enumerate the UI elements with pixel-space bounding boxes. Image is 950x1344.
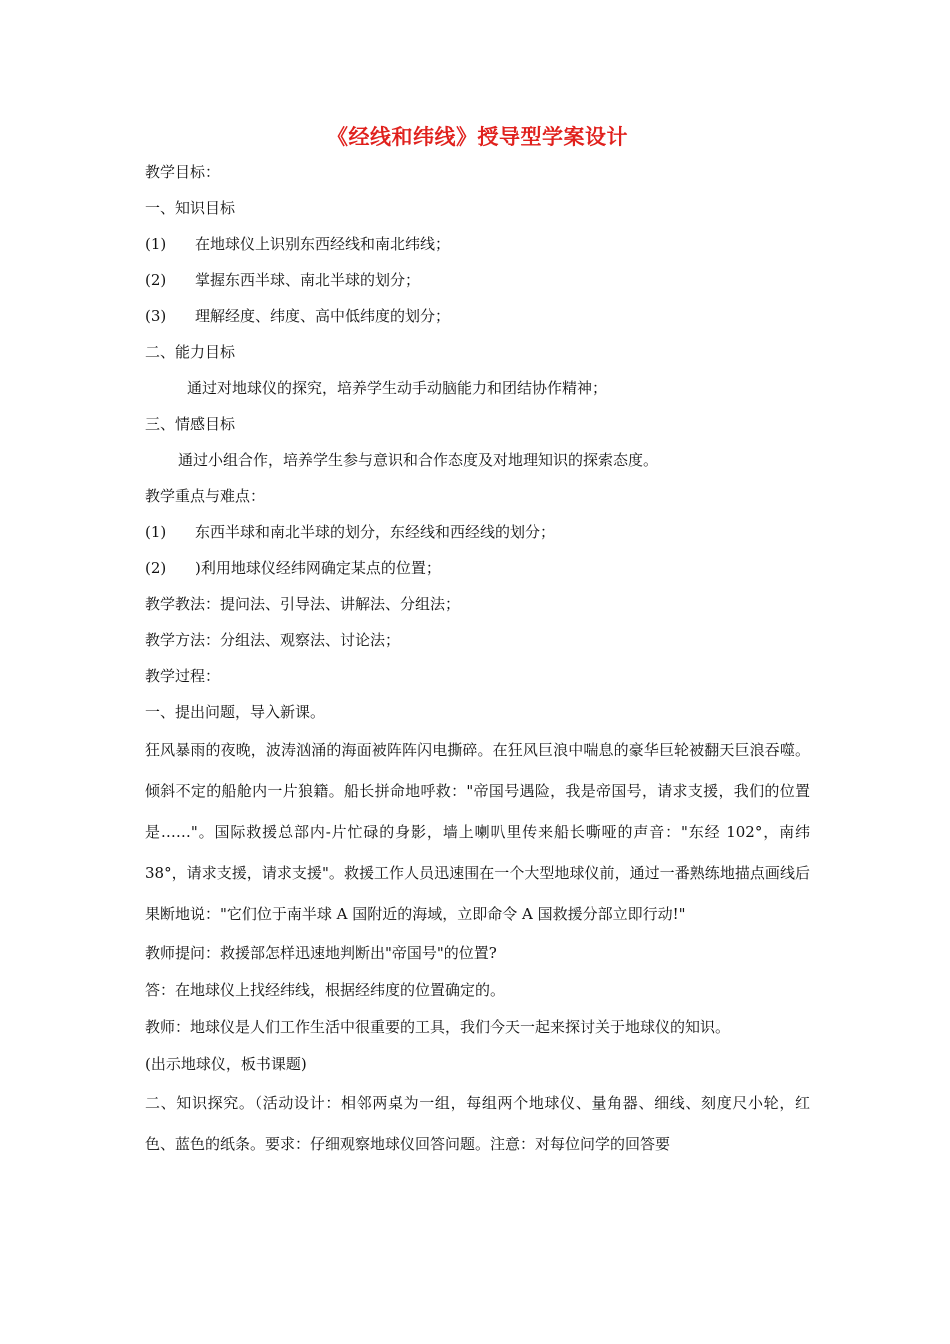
teacher-statement: 教师：地球仪是人们工作生活中很重要的工具，我们今天一起来探讨关于地球仪的知识。 — [145, 1018, 731, 1036]
board-note: (出示地球仪，板书课题) — [145, 1055, 307, 1073]
item-number: (2) — [145, 271, 167, 289]
answer: 答：在地球仪上找经纬线，根据经纬度的位置确定的。 — [145, 981, 506, 999]
item-number: (1) — [145, 523, 167, 541]
keypoints-heading: 教学重点与难点： — [145, 487, 266, 505]
step2-paragraph: 二、知识探究。（活动设计：相邻两桌为一组，每组两个地球仪、量角器、细线、刻度尺小轮，红色、蓝色的纸条。要求：仔细观察地球仪回答问题。注意：对每位问学的回答要 — [145, 1094, 810, 1153]
item-number: (2) — [145, 559, 167, 577]
emotion-heading: 三、情感目标 — [145, 415, 236, 433]
teaching-methods: 教学教法：提问法、引导法、讲解法、分组法； — [145, 595, 461, 613]
knowledge-item-3 — [145, 298, 810, 334]
emotion-text: 通过小组合作，培养学生参与意识和合作态度及对地理知识的探索态度。 — [178, 451, 659, 469]
objectives-heading: 教学目标： — [145, 163, 221, 181]
item-text: 东西半球和南北半球的划分，东经线和西经线的划分； — [195, 523, 556, 541]
item-text: 在地球仪上识别东西经线和南北纬线； — [195, 235, 451, 253]
item-number: (1) — [145, 235, 167, 253]
knowledge-item-1 — [145, 226, 810, 262]
keypoint-item-2 — [145, 550, 810, 586]
story-paragraph: 狂风暴雨的夜晚，波涛汹涌的海面被阵阵闪电撕碎。在狂风巨浪中喘息的豪华巨轮被翻天巨浪吞噬。倾斜不定的船舱内一片狼籍。船长拼命地呼救："帝国号遇险，我是帝国号，请求支援，我们的位置是……"。国际救援总部内-片忙碌的身影，墙上喇叭里传来船长嘶哑的声音："东经 102°，南纬 38°，请求支援，请求支援"。救援工作人员迅速围在一个大型地球仪前，通过一番熟练地描点画线后果断地说："它们位于南半球 A 国附近的海域，立即命令 A 国救援分部立即行动!" — [145, 741, 810, 923]
item-number: (3) — [145, 307, 167, 325]
document-page — [145, 120, 810, 1165]
teacher-question: 教师提问：救援部怎样迅速地判断出"帝国号"的位置? — [145, 944, 497, 962]
document-title: 《经线和纬线》授导型学案设计 — [327, 125, 628, 149]
knowledge-heading: 一、知识目标 — [145, 199, 236, 217]
ability-text: 通过对地球仪的探究，培养学生动手动脑能力和团结协作精神； — [187, 379, 608, 397]
item-text: 掌握东西半球、南北半球的划分； — [195, 271, 421, 289]
process-heading: 教学过程： — [145, 667, 221, 685]
learning-methods: 教学方法：分组法、观察法、讨论法； — [145, 631, 401, 649]
step1-heading: 一、提出问题，导入新课。 — [145, 703, 326, 721]
keypoint-item-1 — [145, 514, 810, 550]
item-text: 理解经度、纬度、高中低纬度的划分； — [195, 307, 451, 325]
knowledge-item-2 — [145, 262, 810, 298]
ability-heading: 二、能力目标 — [145, 343, 236, 361]
item-text: )利用地球仪经纬网确定某点的位置； — [195, 559, 441, 577]
